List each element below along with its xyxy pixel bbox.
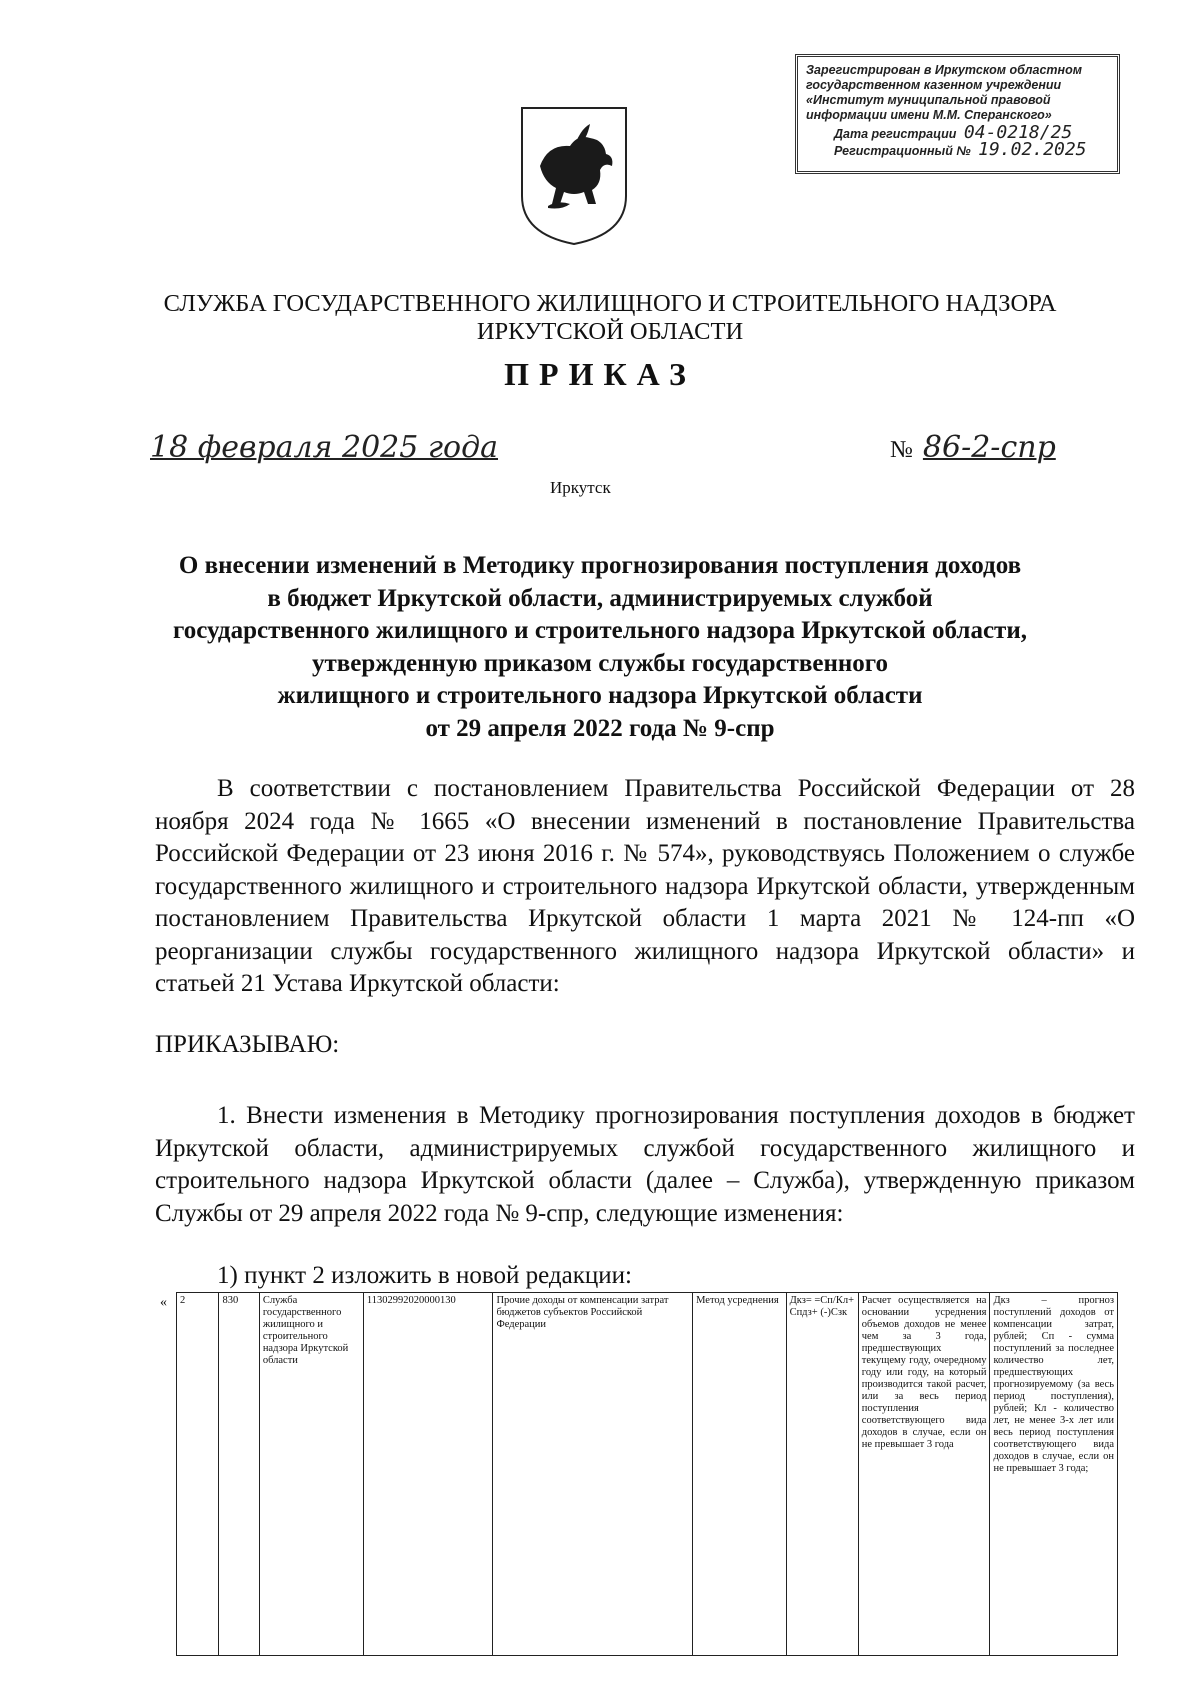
stamp-line: государственном казенном учреждении (806, 78, 1062, 92)
handwritten-number: 86-2-спр (922, 430, 1056, 465)
sub-item-1: 1) пункт 2 изложить в новой редакции: (217, 1262, 632, 1289)
org-name-line1: СЛУЖБА ГОСУДАРСТВЕННОГО ЖИЛИЩНОГО И СТРОИТЕЛЬНОГО НАДЗОРА (163, 290, 1057, 317)
subject-line: О внесении изменений в Методику прогнозирования поступления доходов (178, 552, 1022, 579)
stamp-reg-value: 19.02.2025 (978, 142, 1087, 159)
stamp-line: «Институт муниципальной правовой (806, 93, 1051, 107)
methodology-table (176, 1292, 1118, 1656)
table-cell-admin: Служба государственного жилищного и строительного надзора Иркутской области (259, 1293, 363, 1656)
table-cell-indicators: Дкз – прогноз поступлений доходов от компенсации затрат, рублей; Сп - сумма поступлений за последнее количество лет, предшествующих прогнозируемому (за весь период поступления), рублей; Кл - количество лет, не менее 3-х лет или весь период поступления соответствующего вида доходов в случае, если он не превышает 3 года; (990, 1293, 1118, 1656)
subject-line: утвержденную приказом службы государственного (311, 649, 889, 677)
city-name: Иркутск (550, 478, 611, 497)
stamp-line: информации имени М.М. Сперанского» (806, 108, 1052, 122)
item-1-paragraph (155, 1100, 1135, 1230)
stamp-reg-row (806, 142, 1109, 159)
doc-number (890, 430, 1056, 465)
subject-line: от 29 апреля 2022 года № 9-спр (425, 714, 775, 742)
stamp-date-row (806, 125, 1109, 142)
stamp-date-label: Дата регистрации (834, 127, 957, 141)
item-1-text: 1. Внести изменения в Методику прогнозирования поступления доходов в бюджет Иркутской области, администрируемых службой государственного жилищного и строительного надзора Иркутской области (далее – Служба), утвержденную приказом Службы от 29 апреля 2022 года № 9-спр, следующие изменения: (155, 1102, 1135, 1227)
subject-line: государственного жилищного и строительного надзора Иркутской области, (173, 617, 1027, 644)
table-cell-num: 2 (177, 1293, 219, 1656)
stamp-date-value: 04-0218/25 (963, 125, 1073, 142)
opening-quote: « (160, 1295, 167, 1310)
doc-type-title: ПРИКАЗ (504, 356, 696, 392)
table-cell-income-name: Прочие доходы от компенсации затрат бюджетов субъектов Российской Федерации (493, 1293, 693, 1656)
org-name-line2: ИРКУТСКОЙ ОБЛАСТИ (476, 318, 744, 345)
coat-of-arms-icon (518, 104, 630, 248)
registration-stamp (795, 54, 1120, 174)
stamp-line: Зарегистрирован в Иркутском областном (806, 63, 1082, 77)
order-subject (140, 550, 1060, 745)
table-cell-formula: Дкз= =Сп/Кл+ Спдз+ (-)Сзк (786, 1293, 858, 1656)
table-cell-kbk: 11302992020000130 (363, 1293, 493, 1656)
table-cell-algorithm: Расчет осуществляется на основании усреднения объемов доходов не менее чем за 3 года, предшествующих текущему году, очередному году или году, на который производится такой расчет, или за весь период поступления соответствующего вида доходов в случае, если он не превышает 3 года (858, 1293, 990, 1656)
table-cell-method: Метод усреднения (693, 1293, 786, 1656)
stamp-reg-label: Регистрационный № (834, 144, 971, 158)
subject-line: в бюджет Иркутской области, администрируемых службой (267, 584, 933, 612)
table-cell-code: 830 (219, 1293, 259, 1656)
number-prefix: № (890, 437, 913, 463)
handwritten-date: 18 февраля 2025 года (150, 430, 499, 465)
decree-word: ПРИКАЗЫВАЮ: (155, 1031, 340, 1058)
subject-line: жилищного и строительного надзора Иркутской области (277, 682, 923, 709)
preamble-text: В соответствии с постановлением Правительства Российской Федерации от 28 ноября 2024 года № 1665 «О внесении изменений в постановление Правительства Российской Федерации от 23 июня 2016 г. № 574», руководствуясь Положением о службе государственного жилищного и строительного надзора Иркутской области, утвержденным постановлением Правительства Иркутской области 1 марта 2021 № 124-пп «О реорганизации службы государственного жилищного надзора Иркутской области» и статьей 21 Устава Иркутской области: (155, 775, 1135, 997)
table-row (177, 1293, 1118, 1656)
preamble-paragraph (155, 773, 1135, 1001)
